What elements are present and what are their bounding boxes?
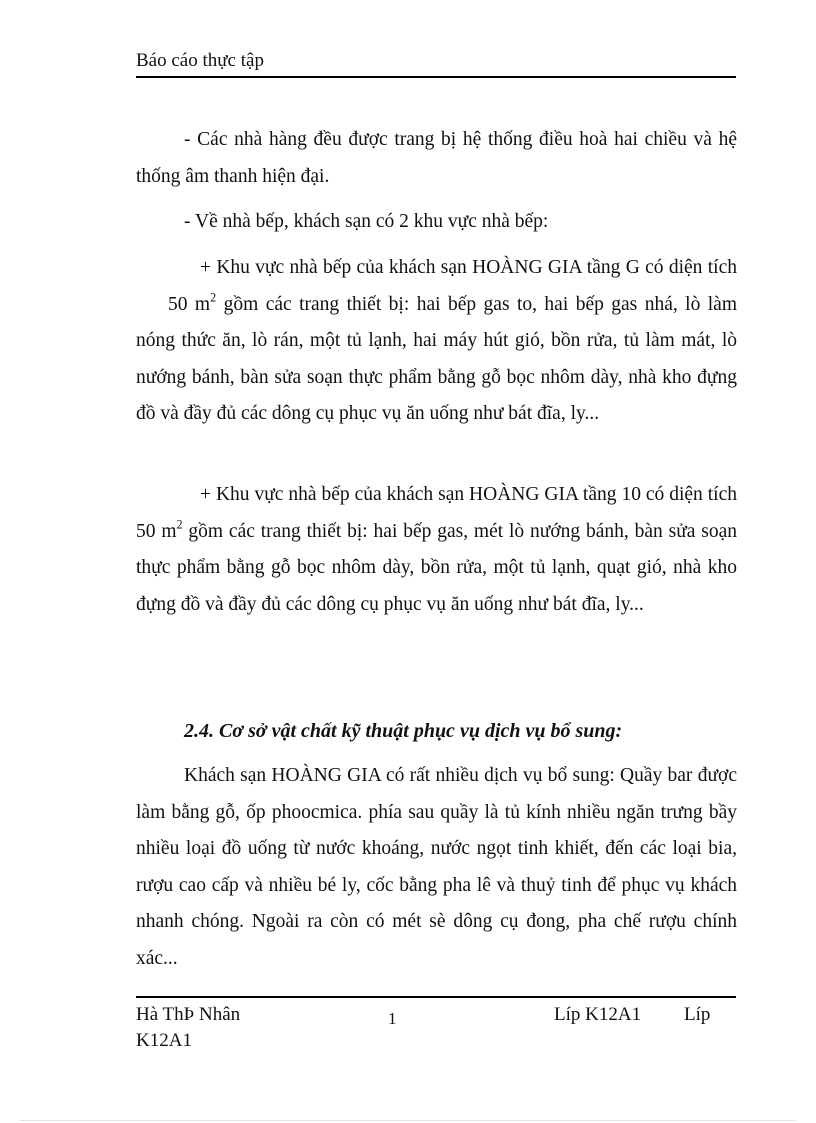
kitchen-g-text-a: + Khu vực nhà bếp của khách sạn HOÀNG GIA tầng G có diện tích (200, 257, 737, 278)
paragraph-kitchen-intro: - Về nhà bếp, khách sạn có 2 khu vực nhà bếp: (184, 211, 549, 232)
footer-author: Hà ThÞ Nhân (136, 1004, 241, 1025)
footer-class-right: Líp (684, 1004, 711, 1025)
page-header-title: Báo cáo thực tập (136, 50, 264, 71)
kitchen-g-area-sup: 2 (210, 290, 217, 305)
kitchen-10-text-a: + Khu vực nhà bếp của khách sạn HOÀNG GIA tầng 10 có diện tích 50 m (136, 484, 737, 542)
kitchen-g-text-b: gồm các trang thiết bị: hai bếp gas to, hai bếp gas nhá, lò làm nóng thức ăn, lò rán, một tủ lạnh, hai máy hút gió, bồn rửa, tủ làm mát, lò nướng bánh, bàn sửa soạn thực phẩm bằng gỗ bọc nhôm dày, nhà kho đựng đồ và đầy đủ các dông cụ phục vụ ăn uống như bát đĩa, ly... (136, 293, 738, 424)
kitchen-g-area: 50 m (168, 293, 211, 315)
footer-page-number: 1 (388, 1009, 397, 1028)
header-rule (136, 76, 736, 78)
footer-class-continued: K12A1 (136, 1030, 192, 1051)
footer-rule (136, 996, 736, 998)
footer-class-label: Líp K12A1 (554, 1004, 642, 1025)
paragraph-kitchen-floor-10 (136, 477, 737, 623)
paragraph-restaurants: - Các nhà hàng đều được trang bị hệ thống điều hoà hai chiều và hệ thống âm thanh hiện đại. (136, 129, 737, 187)
section-heading-2-4: 2.4. Cơ sở vật chất kỹ thuật phục vụ dịch vụ bổ sung: (184, 720, 623, 742)
kitchen-10-text-b: gồm các trang thiết bị: hai bếp gas, mét lò nướng bánh, bàn sửa soạn thực phẩm bằng gỗ bọc nhôm dày, bồn rửa, một tủ lạnh, quạt gió, nhà kho đựng đồ và đầy đủ các dông cụ phục vụ ăn uống như bát đĩa, ly... (136, 520, 737, 615)
kitchen-10-area-sup: 2 (176, 517, 183, 532)
page-edge-dots (20, 1120, 796, 1121)
paragraph-kitchen-floor-g (136, 250, 737, 433)
paragraph-extra-services: Khách sạn HOÀNG GIA có rất nhiều dịch vụ bổ sung: Quầy bar được làm bằng gỗ, ốp phoocmica. phía sau quầy là tủ kính nhiều ngăn trưng bầy nhiều loại đồ uống từ nước khoáng, nước ngọt tinh khiết, đến các loại bia, rượu cao cấp và nhiều bé ly, cốc bằng pha lê và thuỷ tinh để phục vụ khách nhanh chóng. Ngoài ra còn có mét sè dông cụ đong, pha chế rượu chính xác... (136, 765, 737, 969)
